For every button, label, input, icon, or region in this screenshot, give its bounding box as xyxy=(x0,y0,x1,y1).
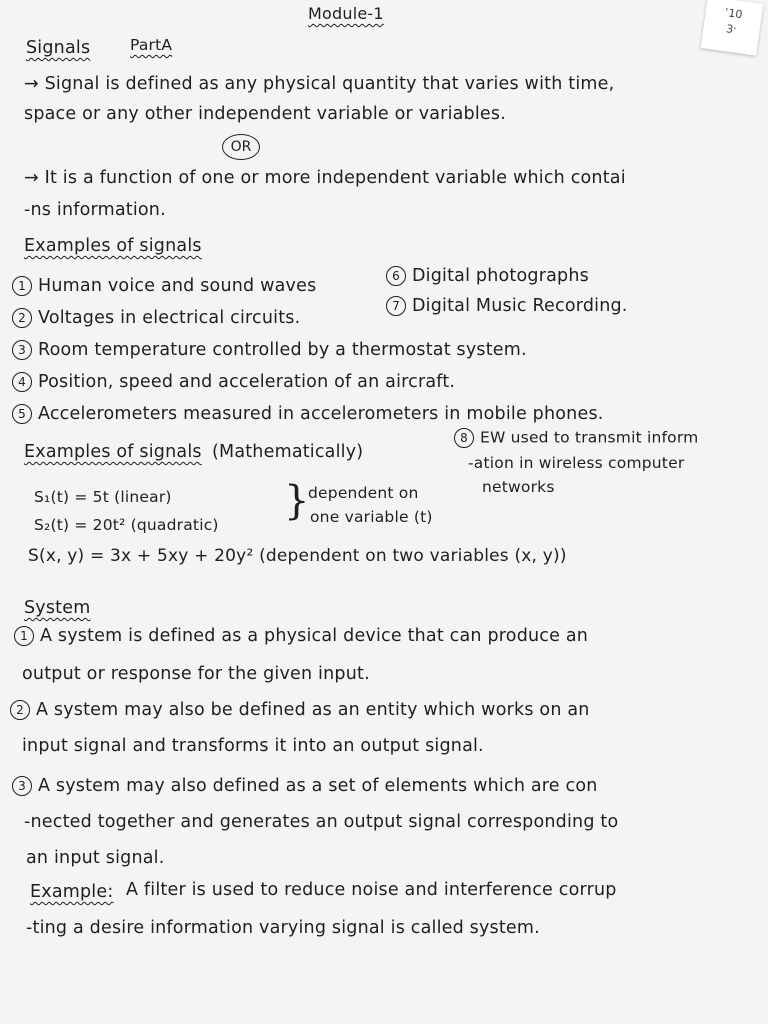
example-text: EW used to transmit inform xyxy=(480,428,699,447)
example-text: Digital Music Recording. xyxy=(412,296,628,316)
dependency-note-2: one variable (t) xyxy=(310,508,433,526)
example-item-7 xyxy=(386,296,628,316)
system-item-1-line-1 xyxy=(14,626,588,646)
system-example-line-1: A filter is used to reduce noise and interference corrup xyxy=(126,880,617,900)
page-corner-note: ʿ10 3ˑ xyxy=(701,0,764,56)
example-item-8 xyxy=(454,428,698,448)
system-text: A system may also defined as a set of elements which are con xyxy=(38,776,598,796)
or-badge: OR xyxy=(222,134,260,160)
formula-s1: S₁(t) = 5t (linear) xyxy=(34,488,172,506)
example-text: Digital photographs xyxy=(412,266,589,286)
dependency-note-1: dependent on xyxy=(308,484,419,502)
example-item-2 xyxy=(12,308,300,328)
system-item-1-line-2: output or response for the given input. xyxy=(22,664,370,684)
example-text: Room temperature controlled by a thermostat system. xyxy=(38,340,527,360)
item-number: 5 xyxy=(12,404,32,424)
item-number: 2 xyxy=(10,700,30,720)
item-number: 1 xyxy=(14,626,34,646)
system-item-2-line-2: input signal and transforms it into an output signal. xyxy=(22,736,484,756)
signals-heading: Signals xyxy=(26,38,91,58)
system-item-3-line-2: -nected together and generates an output signal corresponding to xyxy=(24,812,619,832)
example-item-8-line-2: -ation in wireless computer xyxy=(468,454,685,472)
system-text: A system is defined as a physical device that can produce an xyxy=(40,626,589,646)
example-text: Accelerometers measured in accelerometers in mobile phones. xyxy=(38,404,604,424)
system-item-2-line-1 xyxy=(10,700,590,720)
example-text: Voltages in electrical circuits. xyxy=(38,308,301,328)
item-number: 6 xyxy=(386,266,406,286)
item-number: 2 xyxy=(12,308,32,328)
example-item-5 xyxy=(12,404,604,424)
system-heading: System xyxy=(24,598,91,618)
system-example-line-2: -ting a desire information varying signal is called system. xyxy=(26,918,540,938)
example-text: Human voice and sound waves xyxy=(38,276,317,296)
brace-mark: } xyxy=(284,478,310,524)
item-number: 3 xyxy=(12,340,32,360)
item-number: 8 xyxy=(454,428,474,448)
system-item-3-line-3: an input signal. xyxy=(26,848,165,868)
definition-line-4: -ns information. xyxy=(24,200,166,220)
math-examples-heading: Examples of signals xyxy=(24,442,202,462)
system-text: A system may also be defined as an entity which works on an xyxy=(36,700,590,720)
item-number: 4 xyxy=(12,372,32,392)
examples-heading: Examples of signals xyxy=(24,236,202,256)
definition-line-3: → It is a function of one or more independent variable which contai xyxy=(24,168,626,188)
example-item-3 xyxy=(12,340,527,360)
math-examples-suffix: (Mathematically) xyxy=(212,442,364,462)
part-label: PartA xyxy=(130,36,173,54)
example-text: Position, speed and acceleration of an aircraft. xyxy=(38,372,456,392)
definition-line-2: space or any other independent variable or variables. xyxy=(24,104,506,124)
definition-line-1: → Signal is defined as any physical quantity that varies with time, xyxy=(24,74,615,94)
item-number: 3 xyxy=(12,776,32,796)
item-number: 1 xyxy=(12,276,32,296)
example-item-1 xyxy=(12,276,316,296)
example-item-4 xyxy=(12,372,455,392)
formula-s3: S(x, y) = 3x + 5xy + 20y² (dependent on two variables (x, y)) xyxy=(28,546,567,566)
formula-s2: S₂(t) = 20t² (quadratic) xyxy=(34,516,219,534)
example-item-6 xyxy=(386,266,589,286)
example-item-8-line-3: networks xyxy=(482,478,555,496)
item-number: 7 xyxy=(386,296,406,316)
module-title: Module-1 xyxy=(308,4,384,23)
system-item-3-line-1 xyxy=(12,776,598,796)
example-label: Example: xyxy=(30,882,114,902)
